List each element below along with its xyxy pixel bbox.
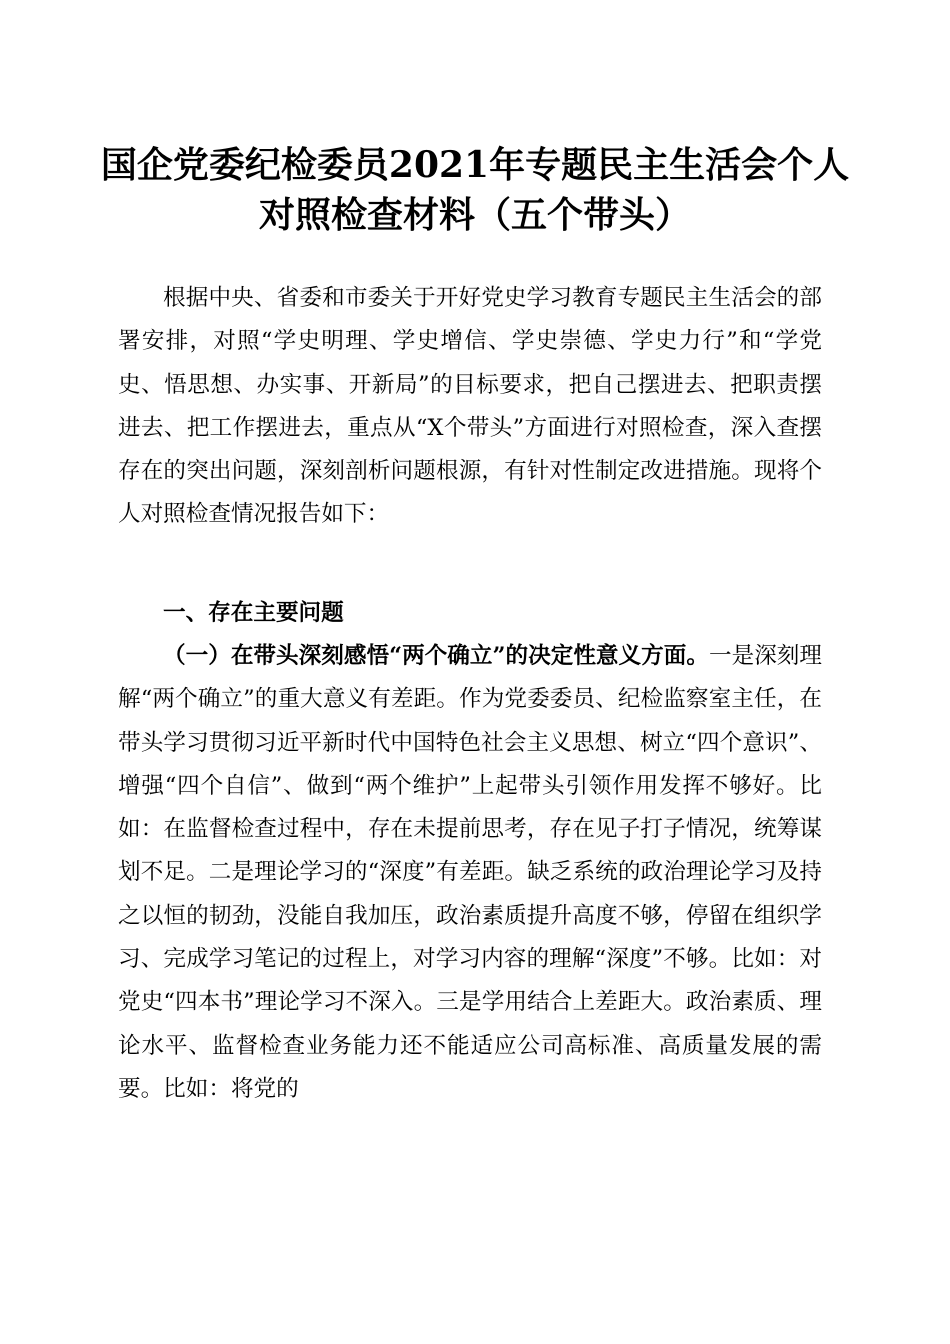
document-title: 国企党委纪检委员2021年专题民主生活会个人对照检查材料（五个带头）: [100, 144, 850, 236]
subsection-body: 一是深刻理解“两个确立”的重大意义有差距。作为党委委员、纪检监察室主任，在带头学习贯彻习近平新时代中国特色社会主义思想、树立“四个意识”、增强“四个自信”、做到“两个维护”上起带头引领作用发挥不够好。比如：在监督检查过程中，存在未提前思考，存在见子打子情况，统筹谋划不足。二是理论学习的“深度”有差距。缺乏系统的政治理论学习及持之以恒的韧劲，没能自我加压，政治素质提升高度不够，停留在组织学习、完成学习笔记的过程上，对学习内容的理解“深度”不够。比如：对党史“四本书”理论学习不深入。三是学用结合上差距大。政治素质、理论水平、监督检查业务能力还不能适应公司高标准、高质量发展的需要。比如：将党的: [118, 643, 823, 1102]
subsection-heading: （一）在带头深刻感悟“两个确立”的决定性意义方面。: [163, 643, 709, 669]
intro-paragraph: 根据中央、省委和市委关于开好党史学习教育专题民主生活会的部署安排，对照“学史明理、学史增信、学史崇德、学史力行”和“学党史、悟思想、办实事、开新局”的目标要求，把自己摆进去、把职责摆进去、把工作摆进去，重点从“X个带头”方面进行对照检查，深入查摆存在的突出问题，深刻剖析问题根源，有针对性制定改进措施。现将个人对照检查情况报告如下：: [118, 285, 822, 528]
subsection-paragraph: [118, 635, 822, 1111]
section-heading: 一、存在主要问题: [163, 600, 344, 626]
